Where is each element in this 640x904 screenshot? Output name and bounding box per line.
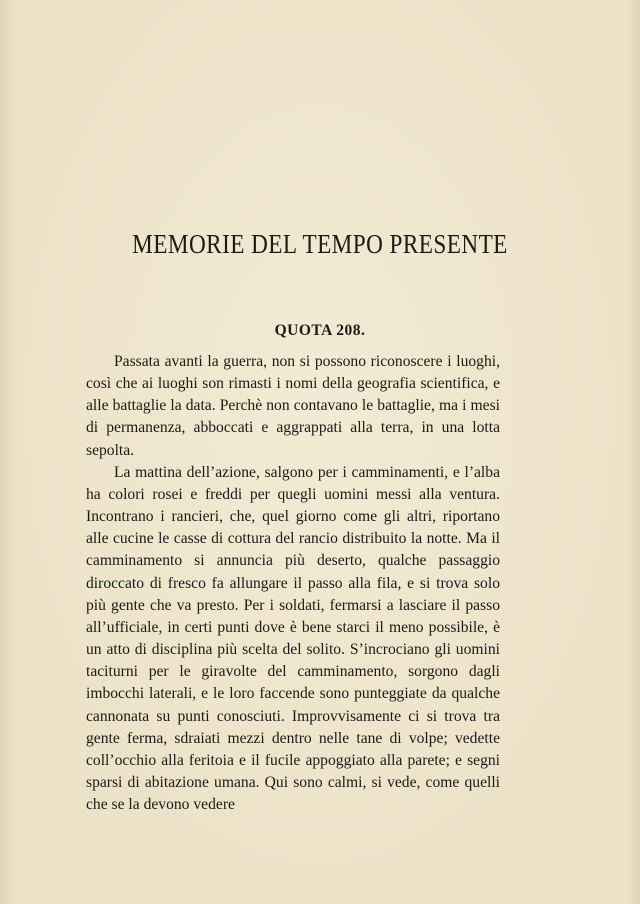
paragraph-2: La mattina dell’azione, salgono per i camminamenti, e l’alba ha colori rosei e freddi per quegli uomini messi alla ventura. Incontrano i rancieri, che, quel giorno come gli altri, riportano alle cucine le casse di cottura del rancio distribuito la notte. Ma il camminamento si annuncia più deserto, qualche passaggio diroccato di fresco fa allungare il passo alla fila, e si trova solo più gente che va presto. Per i soldati, fermarsi a lasciare il passo all’ufficiale, in certi punti dove è bene starci il meno possibile, è un atto di disciplina più scelta del solito. S’incrociano gli uomini taciturni per le giravolte del camminamento, sorgono dagli imbocchi laterali, e le loro faccende sono punteggiate da qualche cannonata su punti conosciuti. Improvvisamente ci si trova tra gente ferma, sdraiati mezzi dentro nelle tane di volpe; vedette coll’occhio alla feritoia e il fucile appoggiato alla parete; e segni sparsi di abitazione umana. Qui sono calmi, si vede, come quelli che se la devono vedere: [86, 463, 500, 814]
body-text: [86, 351, 500, 816]
chapter-title: MEMORIE DEL TEMPO PRESENTE: [132, 229, 508, 259]
section-heading: QUOTA 208.: [274, 322, 366, 339]
paragraph-1: Passata avanti la guerra, non si possono riconoscere i luoghi, così che ai luoghi son rimasti i nomi della geografia scientifica, e alle battaglie la data. Perchè non contavano le battaglie, ma i mesi di permanenza, abboccati e aggrappati alla terra, in una lotta sepolta.: [86, 353, 500, 459]
